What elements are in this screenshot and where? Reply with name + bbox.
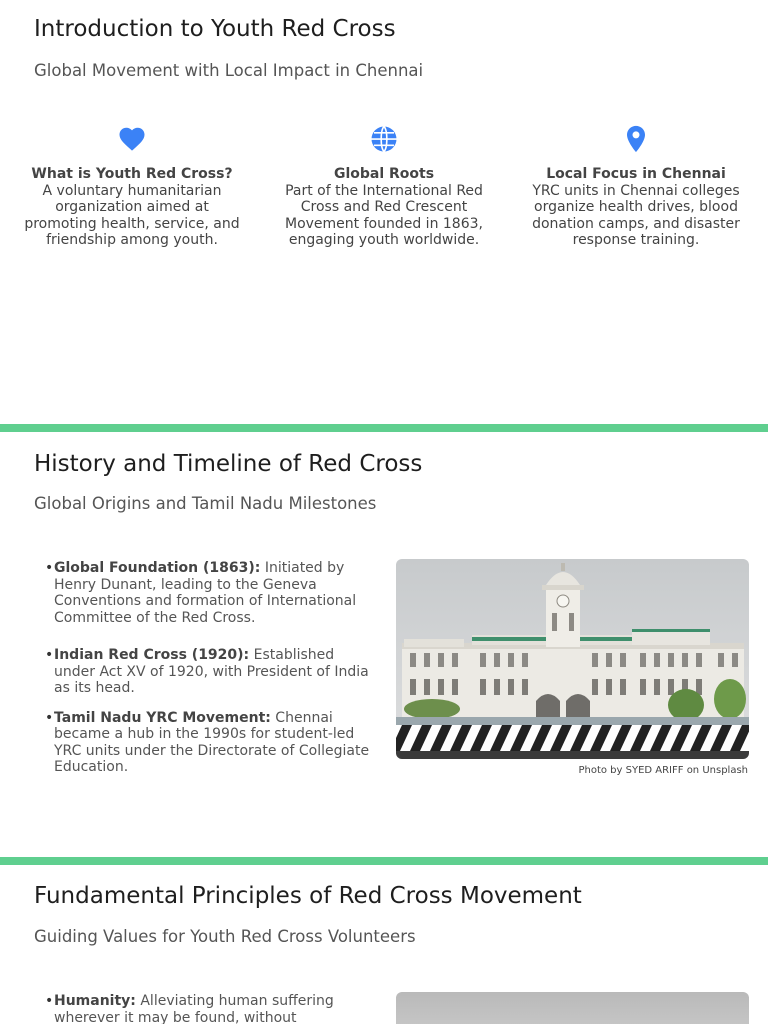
history-bullet-list <box>46 560 374 776</box>
bullet-text: Chennai became a hub in the 1990s for student-led YRC units under the Directorate of Collegiate Education. <box>54 709 370 775</box>
list-item <box>46 993 374 1024</box>
building-photo <box>396 559 749 759</box>
feature-text: YRC units in Chennai colleges organize health drives, blood donation camps, and disaster response training. <box>532 182 740 248</box>
list-item <box>46 560 374 626</box>
section-divider <box>0 424 768 432</box>
intro-section <box>0 0 768 424</box>
principles-section <box>0 865 768 1024</box>
feature-text: Part of the International Red Cross and Red Crescent Movement founded in 1863, engaging youth worldwide. <box>285 182 483 248</box>
list-item <box>46 647 374 697</box>
bullet-text: Initiated by Henry Dunant, leading to the Geneva Conventions and formation of International Committee of the Red Cross. <box>54 560 357 626</box>
section-divider <box>0 857 768 865</box>
feature-title: What is Youth Red Cross? <box>31 166 233 182</box>
feature-text: A voluntary humanitarian organization aimed at promoting health, service, and friendship among youth. <box>24 182 240 248</box>
history-title: History and Timeline of Red Cross <box>34 451 423 477</box>
feature-title: Local Focus in Chennai <box>546 166 726 182</box>
history-subtitle: Global Origins and Tamil Nadu Milestones <box>34 494 377 513</box>
bullet-heading: Humanity: <box>54 993 136 1009</box>
globe-icon <box>369 124 399 154</box>
bullet-heading: Tamil Nadu YRC Movement: <box>54 709 271 726</box>
feature-title: Global Roots <box>333 166 435 182</box>
building-illustration <box>396 559 749 759</box>
history-section <box>0 432 768 857</box>
principles-bullet-list <box>46 993 374 1024</box>
bullet-heading: Indian Red Cross (1920): <box>54 647 250 663</box>
heart-icon <box>117 124 147 154</box>
principles-title: Fundamental Principles of Red Cross Movement <box>34 883 582 909</box>
feature-global-roots <box>269 124 499 249</box>
photo-credit: Photo by SYED ARIFF on Unsplash <box>578 765 748 776</box>
map-pin-icon <box>621 124 651 154</box>
intro-title: Introduction to Youth Red Cross <box>34 16 396 42</box>
bullet-text: Alleviating human suffering wherever it may be found, without <box>54 993 334 1024</box>
feature-local-focus <box>521 124 751 249</box>
bullet-text: Established under Act XV of 1920, with President of India as its head. <box>54 647 369 696</box>
principles-subtitle: Guiding Values for Youth Red Cross Volunteers <box>34 927 416 946</box>
intro-subtitle: Global Movement with Local Impact in Chennai <box>34 61 424 80</box>
feature-what-is-yrc <box>17 124 247 249</box>
list-item <box>46 710 374 776</box>
principles-photo <box>396 992 749 1024</box>
bullet-heading: Global Foundation (1863): <box>54 560 261 576</box>
